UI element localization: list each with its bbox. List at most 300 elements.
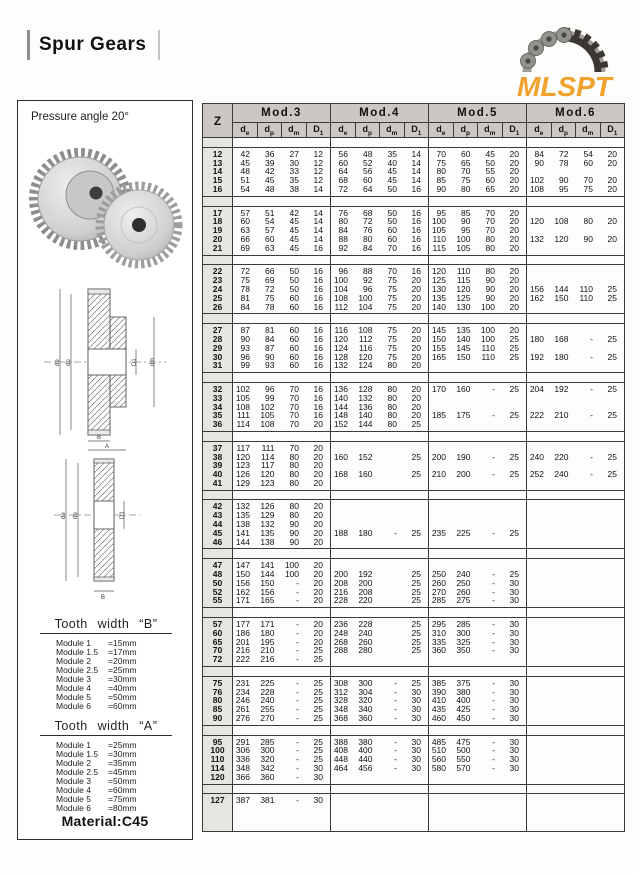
value-cell: 300 [260, 746, 275, 756]
value-cell [600, 500, 625, 511]
value-cell: 104 [331, 285, 356, 294]
value-cell: 60 [289, 352, 299, 362]
value-cell: 200 [456, 470, 471, 479]
value-cell: 60 [289, 343, 299, 353]
value-cell: 150 [554, 293, 569, 303]
value-cell: 25 [306, 655, 331, 666]
value-cell: - [296, 637, 299, 647]
value-cell: - [282, 676, 307, 687]
value-cell: 25 [600, 453, 625, 462]
value-cell: 260 [429, 579, 454, 588]
value-cell [502, 361, 527, 372]
value-cell [576, 520, 601, 529]
value-cell [576, 696, 601, 705]
value-cell [576, 538, 601, 549]
value-cell [576, 579, 601, 588]
value-cell: 320 [358, 696, 373, 706]
value-cell [527, 324, 552, 335]
value-cell [576, 167, 601, 176]
value-cell: 80 [289, 470, 299, 479]
value-cell: 116 [358, 343, 373, 353]
table-row [203, 244, 625, 255]
pressure-angle-label: Pressure angle 20° [31, 111, 129, 123]
value-cell [600, 226, 625, 235]
value-cell [453, 500, 478, 511]
value-cell: 25 [313, 746, 323, 756]
value-cell: 92 [331, 244, 356, 255]
value-cell: 30 [411, 687, 421, 697]
value-cell: 95 [429, 206, 454, 217]
value-cell [453, 403, 478, 412]
value-cell [600, 688, 625, 697]
value-cell [551, 324, 576, 335]
value-cell: 125 [429, 276, 454, 285]
page-header [27, 30, 160, 60]
value-cell: 30 [411, 755, 421, 764]
value-cell: 204 [527, 382, 552, 393]
value-cell [527, 646, 552, 655]
z-cell: 16 [203, 185, 233, 196]
value-cell: 56 [363, 167, 373, 177]
value-cell: 25 [509, 343, 519, 353]
z-cell: 76 [203, 688, 233, 697]
value-cell: 45 [282, 244, 307, 255]
value-cell: - [394, 528, 397, 538]
value-cell: 464 [331, 764, 356, 773]
sub-header: $d_m$ [380, 123, 405, 138]
value-cell [551, 538, 576, 549]
value-cell: 171 [233, 596, 258, 607]
value-cell: 485 [429, 735, 454, 746]
value-cell [527, 570, 552, 579]
value-cell: 580 [429, 764, 454, 773]
value-cell [453, 655, 478, 666]
value-cell [355, 461, 380, 470]
value-cell: 30 [509, 637, 519, 647]
value-cell: 90 [282, 538, 307, 549]
table-row [203, 353, 625, 362]
value-cell: 60 [282, 303, 307, 314]
value-cell [600, 538, 625, 549]
value-cell: 35 [289, 176, 299, 185]
value-cell: 20 [509, 234, 519, 244]
value-cell: 188 [331, 529, 356, 538]
value-cell: 45 [289, 217, 299, 227]
table-row [203, 500, 625, 511]
value-cell [453, 361, 478, 372]
value-cell: 260 [358, 637, 373, 647]
table-row [203, 411, 625, 420]
z-cell: 90 [203, 714, 233, 725]
value-cell: 30 [502, 714, 527, 725]
value-cell: 460 [429, 714, 454, 725]
value-cell [576, 420, 601, 431]
value-cell: 80 [282, 479, 307, 490]
value-cell: 25 [600, 382, 625, 393]
value-cell: 348 [233, 764, 258, 773]
value-cell [551, 655, 576, 666]
value-cell: 25 [313, 687, 323, 697]
table-row [203, 206, 625, 217]
value-cell: 75 [387, 334, 397, 344]
tooth-width-b-heading: Tooth width “B” [40, 617, 172, 634]
value-cell [576, 714, 601, 725]
value-cell: 16 [404, 265, 429, 276]
value-cell: - [478, 618, 503, 629]
value-cell: 136 [331, 382, 356, 393]
value-cell: 14 [411, 158, 421, 168]
mlspt-logo-icon [503, 20, 627, 100]
value-cell: 210 [554, 411, 569, 421]
value-cell: 90 [527, 159, 552, 168]
value-cell [429, 479, 454, 490]
value-cell [478, 794, 503, 805]
value-cell: 20 [502, 206, 527, 217]
value-cell: 39 [265, 158, 275, 168]
value-cell: 45 [289, 234, 299, 244]
table-row [203, 705, 625, 714]
value-cell [551, 226, 576, 235]
value-cell: 270 [257, 714, 282, 725]
mod-header: Mod.5 [429, 104, 527, 123]
value-cell [551, 511, 576, 520]
value-cell: 246 [233, 696, 258, 705]
table-row [203, 461, 625, 470]
value-cell [527, 441, 552, 452]
value-cell: 70 [485, 226, 495, 235]
table-row [203, 520, 625, 529]
value-cell: 80 [289, 452, 299, 462]
z-cell: 15 [203, 176, 233, 185]
value-cell [527, 420, 552, 431]
value-cell: 510 [429, 746, 454, 755]
value-cell [551, 479, 576, 490]
value-cell: 80 [583, 217, 593, 227]
table-row [203, 470, 625, 479]
value-cell [478, 479, 503, 490]
value-cell [527, 394, 552, 403]
value-cell [551, 529, 576, 538]
value-cell: 30 [306, 794, 331, 805]
value-cell: 108 [554, 217, 569, 227]
value-cell: 105 [429, 226, 454, 235]
value-cell [551, 579, 576, 588]
value-cell: 20 [509, 167, 519, 177]
value-cell [380, 579, 405, 588]
value-cell: 30 [404, 714, 429, 725]
z-cell: 41 [203, 479, 233, 490]
dim-label-de2: de [61, 512, 67, 519]
value-cell: - [492, 646, 495, 656]
value-cell [576, 676, 601, 687]
flat-gear-drawing [24, 453, 184, 603]
value-cell [576, 638, 601, 647]
dim-label-de: de [55, 359, 61, 366]
value-cell: 65 [461, 158, 471, 168]
value-cell: 30 [509, 746, 519, 756]
value-cell: 120 [233, 453, 258, 462]
value-cell: 30 [509, 578, 519, 588]
sub-header: $d_p$ [551, 123, 576, 138]
value-cell: 152 [358, 452, 373, 462]
value-cell: 60 [282, 361, 307, 372]
value-cell: 208 [331, 579, 356, 588]
sub-header: $d_m$ [478, 123, 503, 138]
value-cell [404, 773, 429, 784]
value-cell: 14 [306, 185, 331, 196]
value-cell: 148 [331, 411, 356, 420]
value-cell: 72 [233, 265, 258, 276]
value-cell: 80 [429, 167, 454, 176]
value-cell: 85 [429, 176, 454, 185]
value-cell: 36 [257, 147, 282, 158]
table-row [203, 773, 625, 784]
z-cell: 22 [203, 265, 233, 276]
value-cell [576, 646, 601, 655]
module-row: Module 2 =20mm [56, 656, 137, 666]
value-cell [527, 735, 552, 746]
value-cell: 16 [306, 265, 331, 276]
value-cell [551, 461, 576, 470]
value-cell: 240 [554, 470, 569, 479]
value-cell [600, 579, 625, 588]
value-cell: 110 [429, 235, 454, 244]
value-cell: 99 [265, 393, 275, 403]
value-cell: 200 [429, 453, 454, 462]
sub-header: $D_1$ [600, 123, 625, 138]
value-cell: 240 [456, 570, 471, 579]
value-cell: 96 [331, 265, 356, 276]
value-cell: 30 [411, 696, 421, 706]
value-cell [551, 618, 576, 629]
value-cell: 228 [331, 596, 356, 607]
value-cell: 25 [411, 628, 421, 638]
table-row [203, 579, 625, 588]
value-cell [576, 226, 601, 235]
table-row [203, 185, 625, 196]
sub-header: $D_1$ [404, 123, 429, 138]
table-row [203, 511, 625, 520]
value-cell: 80 [387, 393, 397, 403]
value-cell: 225 [257, 676, 282, 687]
value-cell [478, 500, 503, 511]
value-cell: 20 [306, 479, 331, 490]
value-cell: - [296, 696, 299, 706]
value-cell [502, 394, 527, 403]
value-cell: 16 [306, 324, 331, 335]
value-cell [551, 441, 576, 452]
value-cell: - [590, 411, 593, 421]
value-cell: 45 [478, 147, 503, 158]
value-cell: 88 [355, 265, 380, 276]
value-cell [478, 420, 503, 431]
value-cell [551, 764, 576, 773]
value-cell: 75 [387, 276, 397, 285]
value-cell: 129 [260, 511, 275, 521]
table-row [203, 235, 625, 244]
value-cell: 54 [233, 185, 258, 196]
value-cell: 16 [313, 293, 323, 303]
value-cell [380, 588, 405, 597]
value-cell: 90 [289, 528, 299, 538]
value-cell: 130 [429, 285, 454, 294]
value-cell [478, 441, 503, 452]
value-cell: 400 [358, 746, 373, 756]
table-row [203, 479, 625, 490]
value-cell: - [394, 755, 397, 764]
value-cell: 20 [404, 361, 429, 372]
value-cell [551, 276, 576, 285]
dim-label-a: A [105, 444, 110, 450]
value-cell [429, 511, 454, 520]
value-cell: 155 [429, 344, 454, 353]
gear-section-drawing [24, 281, 184, 453]
value-cell: 92 [363, 276, 373, 285]
value-cell: 102 [260, 402, 275, 412]
z-cell: 14 [203, 167, 233, 176]
value-cell [453, 538, 478, 549]
value-cell [527, 714, 552, 725]
value-cell: 231 [233, 676, 258, 687]
sub-header: $d_e$ [429, 123, 454, 138]
value-cell: 80 [453, 185, 478, 196]
value-cell: 16 [404, 244, 429, 255]
value-cell: 80 [380, 382, 405, 393]
z-cell: 57 [203, 618, 233, 629]
value-cell: 20 [502, 303, 527, 314]
value-cell: 152 [331, 420, 356, 431]
value-cell: 20 [306, 538, 331, 549]
value-cell: - [394, 764, 397, 773]
dim-label-b: B [97, 435, 102, 441]
value-cell: 50 [485, 158, 495, 168]
value-cell: 177 [233, 618, 258, 629]
value-cell: 70 [380, 265, 405, 276]
value-cell: 25 [600, 411, 625, 420]
table-row [203, 735, 625, 746]
value-cell: 16 [306, 244, 331, 255]
value-cell [576, 206, 601, 217]
value-cell: 240 [527, 453, 552, 462]
value-cell: 25 [404, 676, 429, 687]
value-cell [478, 538, 503, 549]
table-row [203, 217, 625, 226]
value-cell: 310 [429, 629, 454, 638]
value-cell [527, 167, 552, 176]
table-row [203, 335, 625, 344]
value-cell [380, 655, 405, 666]
value-cell: 30 [411, 705, 421, 715]
value-cell: 30 [289, 158, 299, 168]
table-row [203, 403, 625, 412]
value-cell: 162 [233, 588, 258, 597]
value-cell [527, 705, 552, 714]
value-cell: 255 [260, 705, 275, 715]
value-cell: 312 [331, 688, 356, 697]
value-cell: 475 [453, 735, 478, 746]
value-cell: 185 [429, 411, 454, 420]
value-cell: 30 [411, 764, 421, 773]
value-cell: 145 [456, 343, 471, 353]
value-cell [478, 773, 503, 784]
table-row [203, 794, 625, 805]
value-cell: 135 [233, 511, 258, 520]
value-cell [380, 470, 405, 479]
value-cell: 100 [284, 570, 299, 579]
value-cell: 80 [282, 500, 307, 511]
value-cell: 165 [429, 353, 454, 362]
table-row [203, 147, 625, 158]
value-cell: 25 [509, 528, 519, 538]
table-row [203, 638, 625, 647]
value-cell [600, 618, 625, 629]
value-cell: 156 [233, 579, 258, 588]
z-cell: 19 [203, 226, 233, 235]
value-cell: 20 [502, 185, 527, 196]
value-cell [502, 655, 527, 666]
value-cell [527, 538, 552, 549]
value-cell: 141 [233, 529, 258, 538]
value-cell: 450 [453, 714, 478, 725]
value-cell: 180 [527, 335, 552, 344]
value-cell: 48 [257, 185, 282, 196]
value-cell: 95 [461, 226, 471, 235]
value-cell: 75 [265, 293, 275, 303]
value-cell [527, 696, 552, 705]
value-cell: 285 [453, 618, 478, 629]
z-cell: 80 [203, 696, 233, 705]
value-cell: 51 [257, 206, 282, 217]
tooth-width-a-heading: Tooth width “A” [40, 719, 172, 736]
z-cell: 95 [203, 735, 233, 746]
value-cell [576, 303, 601, 314]
value-cell: 126 [257, 500, 282, 511]
value-cell [527, 755, 552, 764]
value-cell [600, 735, 625, 746]
sidebar-panel [17, 100, 193, 840]
value-cell [551, 244, 576, 255]
value-cell: 52 [363, 158, 373, 168]
value-cell [404, 441, 429, 452]
value-cell: 132 [527, 235, 552, 244]
value-cell [331, 441, 356, 452]
value-cell: 138 [233, 520, 258, 529]
value-cell: 20 [411, 402, 421, 412]
value-cell: 132 [233, 500, 258, 511]
value-cell: 25 [411, 578, 421, 588]
z-cell: 40 [203, 470, 233, 479]
value-cell: 70 [478, 206, 503, 217]
value-cell: 260 [456, 587, 471, 597]
value-cell [600, 520, 625, 529]
value-cell [576, 361, 601, 372]
value-cell: 500 [456, 746, 471, 756]
z-cell: 120 [203, 773, 233, 784]
value-cell: 150 [233, 570, 258, 579]
value-cell [576, 324, 601, 335]
value-cell: 14 [313, 217, 323, 227]
value-cell: - [492, 764, 495, 773]
value-cell [453, 394, 478, 403]
value-cell: 336 [233, 755, 258, 764]
value-cell: 250 [429, 570, 454, 579]
z-cell: 37 [203, 441, 233, 452]
table-row [203, 285, 625, 294]
table-row [203, 324, 625, 335]
value-cell: 150 [429, 335, 454, 344]
z-cell: 46 [203, 538, 233, 549]
value-cell [380, 520, 405, 529]
